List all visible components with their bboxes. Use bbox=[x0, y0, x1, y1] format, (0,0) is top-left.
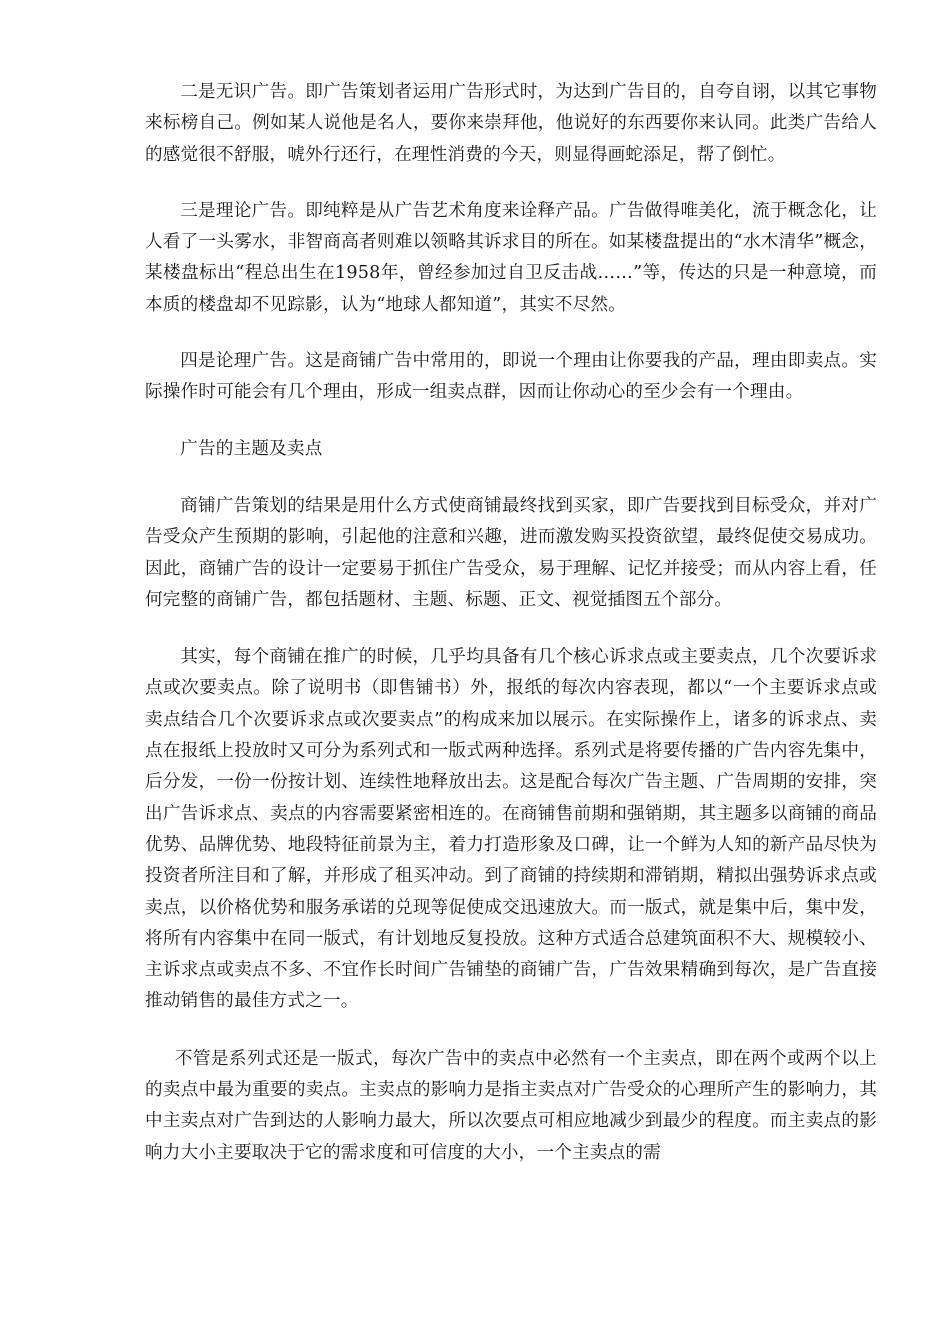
document-page bbox=[145, 77, 877, 1169]
paragraph-wushi-ad: 二是无识广告。即广告策划者运用广告形式时，为达到广告目的，自夸自诩，以其它事物来标榜自己。例如某人说他是名人，要你来崇拜他，他说好的东西要你来认同。此类广告给人的感觉很不舒服，唬外行还行，在理性消费的今天，则显得画蛇添足，帮了倒忙。 bbox=[145, 82, 877, 165]
section-heading: 广告的主题及卖点 bbox=[180, 438, 323, 459]
paragraph-selling-points: 其实，每个商铺在推广的时候，几乎均具备有几个核心诉求点或主要卖点，几个次要诉求点或次要卖点。除了说明书（即售铺书）外，报纸的每次内容表现，都以“一个主要诉求点或卖点结合几个次要诉求点或次要卖点”的构成来加以展示。在实际操作上，诸多的诉求点、卖点在报纸上投放时又可分为系列式和一版式两种选择。系列式是将要传播的广告内容先集中，后分发，一份一份按计划、连续性地释放出去。这是配合每次广告主题、广告周期的安排，突出广告诉求点、卖点的内容需要紧密相连的。在商铺售前期和强销期，其主题多以商铺的商品优势、品牌优势、地段特征前景为主，着力打造形象及口碑，让一个鲜为人知的新产品尽快为投资者所注目和了解，并形成了租买冲动。到了商铺的持续期和滞销期，精拟出强势诉求点或卖点，以价格优势和服务承诺的兑现等促使成交迅速放大。而一版式，就是集中后，集中发，将所有内容集中在同一版式，有计划地反复投放。这种方式适合总建筑面积不大、规模较小、主诉求点或卖点不多、不宜作长时间广告铺垫的商铺广告，广告效果精确到每次，是广告直接推动销售的最佳方式之一。 bbox=[145, 647, 877, 1012]
paragraph-ad-planning: 商铺广告策划的结果是用什么方式使商铺最终找到买家，即广告要找到目标受众，并对广告受众产生预期的影响，引起他的注意和兴趣，进而激发购买投资欲望，最终促使交易成功。因此，商铺广告的设计一定要易于抓住广告受众，易于理解、记忆并接受；而从内容上看，任何完整的商铺广告，都包括题材、主题、标题、正文、视觉插图五个部分。 bbox=[145, 495, 877, 610]
paragraph-main-selling-point: 不管是系列式还是一版式，每次广告中的卖点中必然有一个主卖点，即在两个或两个以上的卖点中最为重要的卖点。主卖点的影响力是指主卖点对广告受众的心理所产生的影响力，其中主卖点对广告到达的人影响力最大，所以次要点可相应地减少到最少的程度。而主卖点的影响力大小主要取决于它的需求度和可信度的大小，一个主卖点的需 bbox=[145, 1048, 877, 1163]
paragraph-luli-ad: 四是论理广告。这是商铺广告中常用的，即说一个理由让你要我的产品，理由即卖点。实际操作时可能会有几个理由，形成一组卖点群，因而让你动心的至少会有一个理由。 bbox=[145, 351, 877, 403]
paragraph-lilun-ad: 三是理论广告。即纯粹是从广告艺术角度来诠释产品。广告做得唯美化，流于概念化，让人看了一头雾水，非智商高者则难以领略其诉求目的所在。如某楼盘提出的“水木清华”概念，某楼盘标出“程总出生在1958年，曾经参加过自卫反击战……”等，传达的只是一种意境，而本质的楼盘却不见踪影，认为“地球人都知道”，其实不尽然。 bbox=[145, 200, 877, 315]
